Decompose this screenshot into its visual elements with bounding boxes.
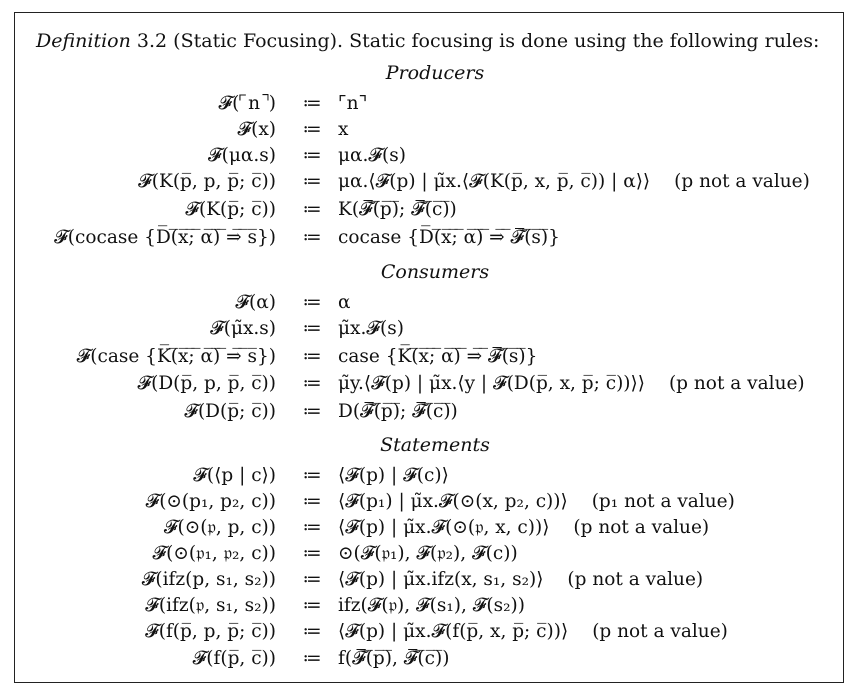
rule-operator: ≔ bbox=[302, 318, 322, 339]
rule-lhs: 𝓕(x) bbox=[237, 119, 276, 140]
rule-row bbox=[0, 465, 861, 491]
rule-operator: ≔ bbox=[302, 171, 322, 192]
rule-rhs: ⟨𝓕(p) | 𝓕(c)⟩ bbox=[338, 465, 449, 486]
rule-rhs: K(𝓕̅(̅p̅)̅; 𝓕̅(̅c̅)̅) bbox=[338, 199, 457, 220]
section-title-producers: Producers bbox=[385, 62, 485, 84]
rule-rhs: α bbox=[338, 292, 351, 313]
rule-operator: ≔ bbox=[302, 346, 322, 367]
rule-row bbox=[0, 93, 861, 119]
rule-operator: ≔ bbox=[302, 648, 322, 669]
rule-operator: ≔ bbox=[302, 595, 322, 616]
rule-note: (p not a value) bbox=[573, 517, 710, 538]
rule-note: (p not a value) bbox=[567, 569, 704, 590]
rule-lhs: 𝓕(⌜n⌝) bbox=[218, 93, 276, 114]
rule-lhs: 𝓕(⊙(𝔭, p, c)) bbox=[163, 517, 276, 538]
rule-row bbox=[0, 292, 861, 318]
rule-lhs: 𝓕(ifz(𝔭, s₁, s₂)) bbox=[145, 595, 276, 616]
rule-operator: ≔ bbox=[302, 292, 322, 313]
rule-operator: ≔ bbox=[302, 491, 322, 512]
rule-row bbox=[0, 491, 861, 517]
rule-row bbox=[0, 595, 861, 621]
rule-operator: ≔ bbox=[302, 517, 322, 538]
rule-rhs: cocase {D̅(̅x̅;̅ ̅α̅)̅ ̅⇒̅ ̅𝓕̅(̅s̅)̅} bbox=[338, 227, 560, 248]
rule-rhs: ⟨𝓕(p₁) | μ̃x.𝓕(⊙(x, p₂, c))⟩ (p₁ not a value) bbox=[338, 491, 735, 512]
rule-row bbox=[0, 569, 861, 595]
rule-lhs: 𝓕(⊙(𝔭₁, 𝔭₂, c)) bbox=[152, 543, 276, 564]
rule-row bbox=[0, 517, 861, 543]
rule-operator: ≔ bbox=[302, 543, 322, 564]
rule-operator: ≔ bbox=[302, 401, 322, 422]
rule-note: (p₁ not a value) bbox=[591, 491, 735, 512]
rule-lhs: 𝓕(cocase {D̅(̅x̅;̅ ̅α̅)̅ ̅⇒̅ ̅s̅}) bbox=[54, 227, 276, 248]
rule-row bbox=[0, 199, 861, 225]
rule-rhs: ⟨𝓕(p) | μ̃x.𝓕(⊙(𝔭, x, c))⟩ (p not a value) bbox=[338, 517, 710, 538]
rule-operator: ≔ bbox=[302, 199, 322, 220]
rule-rhs: ifz(𝓕(𝔭), 𝓕(s₁), 𝓕(s₂)) bbox=[338, 595, 525, 616]
rule-rhs: ⌜n⌝ bbox=[338, 93, 368, 114]
rule-lhs: 𝓕(K(p̅, p, p̅; c̅)) bbox=[138, 171, 276, 192]
rule-rhs: f(𝓕̅(̅p̅)̅, 𝓕̅(̅c̅)̅) bbox=[338, 648, 450, 669]
rule-note: (p not a value) bbox=[668, 373, 805, 394]
rule-rhs: D(𝓕̅(̅p̅)̅; 𝓕̅(̅c̅)̅) bbox=[338, 401, 458, 422]
rule-rhs: ⟨𝓕(p) | μ̃x.ifz(x, s₁, s₂)⟩ (p not a value) bbox=[338, 569, 704, 590]
rule-rhs: x bbox=[338, 119, 349, 140]
rule-row bbox=[0, 346, 861, 372]
rule-row bbox=[0, 171, 861, 197]
rule-note: (p not a value) bbox=[592, 621, 728, 642]
definition-name: (Static Focusing). bbox=[173, 30, 344, 52]
rule-row bbox=[0, 621, 861, 647]
rule-rhs: ⟨𝓕(p) | μ̃x.𝓕(f(p̅, x, p̅; c̅))⟩ (p not a value) bbox=[338, 621, 728, 642]
rule-row bbox=[0, 119, 861, 145]
rule-lhs: 𝓕(K(p̅; c̅)) bbox=[185, 199, 276, 220]
rule-operator: ≔ bbox=[302, 569, 322, 590]
rule-rhs: μ̃x.𝓕(s) bbox=[338, 318, 404, 339]
rule-lhs: 𝓕(ifz(p, s₁, s₂)) bbox=[141, 569, 276, 590]
section-title-statements: Statements bbox=[380, 434, 490, 456]
rule-row bbox=[0, 648, 861, 674]
definition-number: 3.2 bbox=[136, 30, 168, 52]
rule-lhs: 𝓕(μα.s) bbox=[208, 145, 276, 166]
rule-operator: ≔ bbox=[302, 145, 322, 166]
rule-lhs: 𝓕(μ̃x.s) bbox=[210, 318, 276, 339]
rule-rhs: μα.𝓕(s) bbox=[338, 145, 406, 166]
rule-row bbox=[0, 145, 861, 171]
rule-row bbox=[0, 227, 861, 253]
rule-lhs: 𝓕(⟨p | c⟩) bbox=[193, 465, 276, 486]
rule-rhs: μ̃y.⟨𝓕(p) | μ̃x.⟨y | 𝓕(D(p̅, x, p̅; c̅))⟩⟩ (p not a value) bbox=[338, 373, 805, 394]
rule-operator: ≔ bbox=[302, 227, 322, 248]
section-title-consumers: Consumers bbox=[380, 261, 490, 283]
rule-lhs: 𝓕(α) bbox=[235, 292, 276, 313]
rule-lhs: 𝓕(f(p̅, p, p̅; c̅)) bbox=[145, 621, 276, 642]
rule-lhs: 𝓕(case {K̅(̅x̅;̅ ̅α̅)̅ ̅⇒̅ ̅s̅}) bbox=[76, 346, 276, 367]
rule-operator: ≔ bbox=[302, 93, 322, 114]
rule-rhs: case {K̅(̅x̅;̅ ̅α̅)̅ ̅⇒̅ ̅𝓕̅(̅s̅)̅} bbox=[338, 346, 538, 367]
rule-operator: ≔ bbox=[302, 465, 322, 486]
definition-text: Static focusing is done using the following rules: bbox=[349, 30, 820, 52]
definition-heading bbox=[36, 30, 819, 52]
rule-lhs: 𝓕(D(p̅, p, p̅, c̅)) bbox=[137, 373, 276, 394]
rule-lhs: 𝓕(f(p̅, c̅)) bbox=[192, 648, 276, 669]
rule-lhs: 𝓕(D(p̅; c̅)) bbox=[184, 401, 276, 422]
rule-operator: ≔ bbox=[302, 373, 322, 394]
rule-row bbox=[0, 543, 861, 569]
rule-note: (p not a value) bbox=[674, 171, 810, 192]
rule-row bbox=[0, 373, 861, 399]
rule-row bbox=[0, 318, 861, 344]
rule-row bbox=[0, 401, 861, 427]
rule-rhs: ⊙(𝓕(𝔭₁), 𝓕(𝔭₂), 𝓕(c)) bbox=[338, 543, 518, 564]
definition-label: Definition bbox=[36, 30, 131, 52]
rule-operator: ≔ bbox=[302, 621, 322, 642]
rule-lhs: 𝓕(⊙(p₁, p₂, c)) bbox=[145, 491, 276, 512]
rule-rhs: μα.⟨𝓕(p) | μ̃x.⟨𝓕(K(p̅, x, p̅, c̅)) | α⟩⟩ (p not a value) bbox=[338, 171, 810, 192]
rule-operator: ≔ bbox=[302, 119, 322, 140]
